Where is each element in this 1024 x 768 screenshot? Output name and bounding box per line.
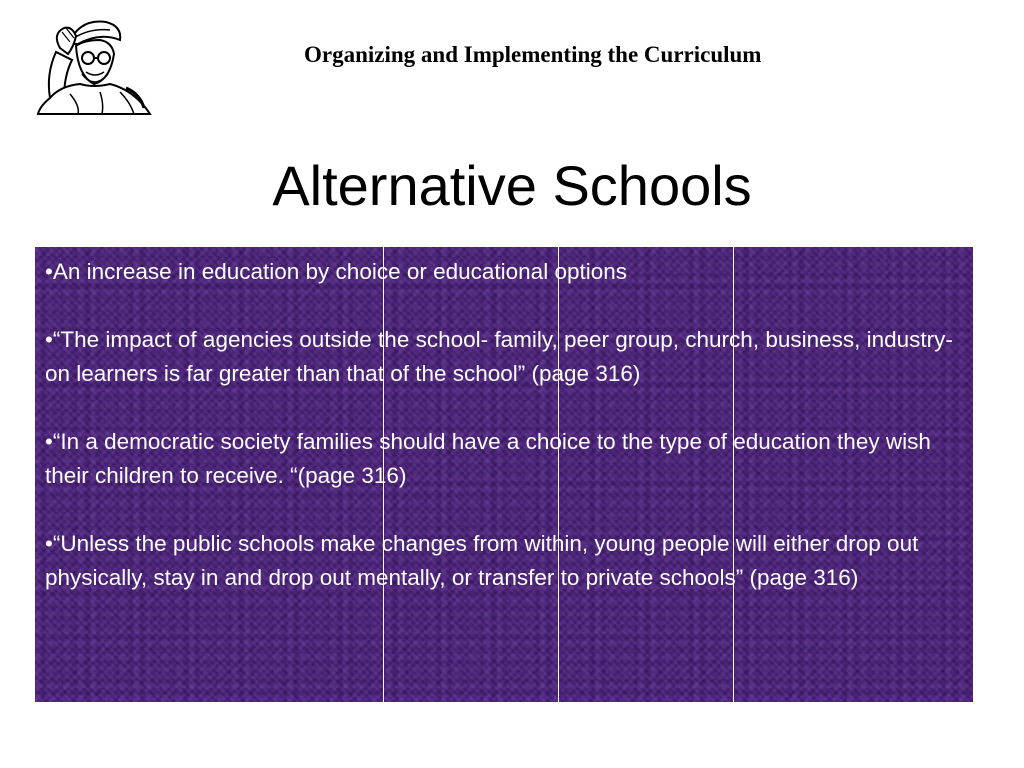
- bullet-item: •“In a democratic society families should have a choice to the type of education they wish their children to receive. “(page 316): [45, 429, 931, 488]
- reading-scholar-icon: [30, 14, 158, 118]
- bullet-item: •“The impact of agencies outside the school- family, peer group, church, business, industry- on learners is far greater than that of the school” (page 316): [45, 327, 953, 386]
- content-panel: [35, 247, 973, 702]
- bullet-list: [45, 255, 970, 629]
- bullet-item: •“Unless the public schools make changes from within, young people will either drop out physically, stay in and drop out mentally, or transfer to private schools” (page 316): [45, 531, 919, 590]
- slide-title: Alternative Schools: [272, 154, 752, 217]
- course-title: Organizing and Implementing the Curriculum: [304, 42, 762, 67]
- bullet-item: •An increase in education by choice or educational options: [45, 259, 628, 284]
